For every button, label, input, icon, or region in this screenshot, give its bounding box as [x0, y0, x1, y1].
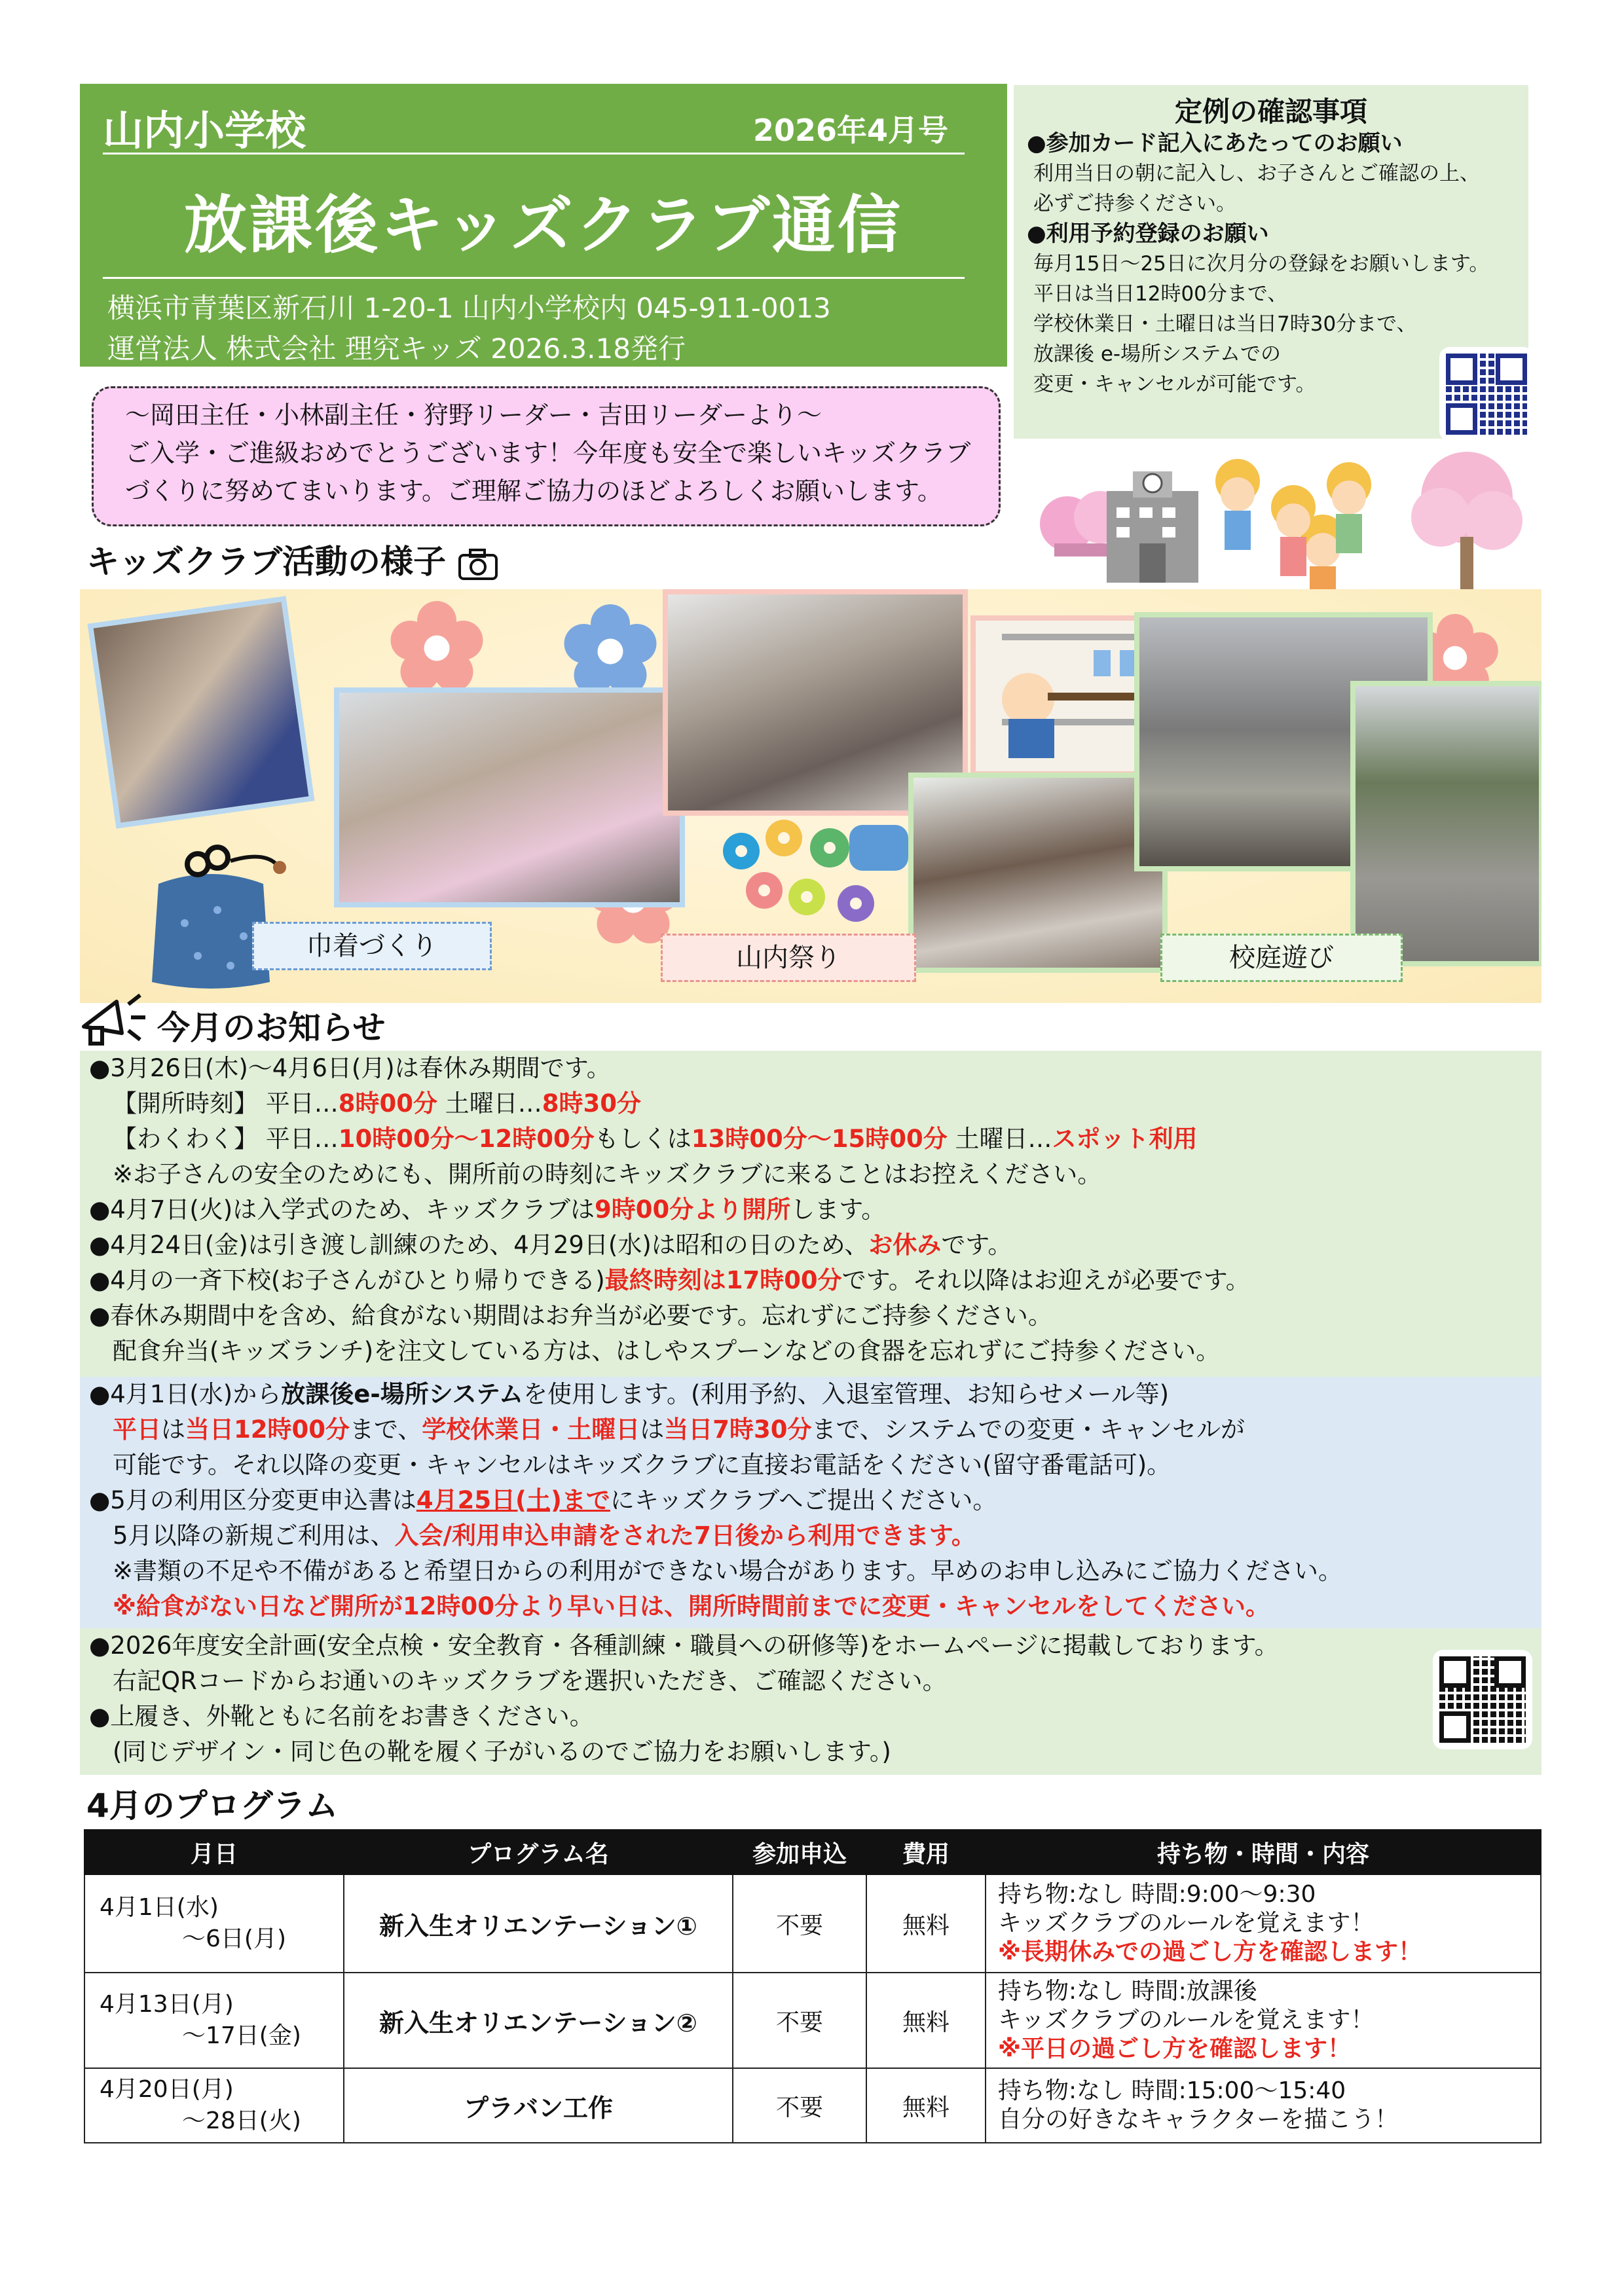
notice-note: 配食弁当(キッズランチ)を注文している方は、はしやスプーンなどの食器を忘れずにご持参ください。: [113, 1337, 1221, 1365]
column-header-date: 月日: [84, 1830, 344, 1874]
notice-item: ●上履き、外靴ともに名前をお書きください。: [89, 1702, 594, 1730]
notice-item: ●3月26日(木)～4月6日(月)は春休み期間です。: [89, 1054, 611, 1082]
reservation-note-line: 放課後 e-場所システムでの: [1033, 342, 1282, 366]
program-name: 新入生オリエンテーション②: [344, 1973, 733, 2068]
notice-note: 右記QRコードからお通いのキッズクラブを選択いただき、ご確認ください。: [113, 1667, 947, 1695]
notice-item: ●4月24日(金)は引き渡し訓練のため、4月29日(水)は昭和の日のため、お休みです。: [89, 1231, 1012, 1259]
program-fee: 無料: [866, 1874, 986, 1973]
activities-title-text: キッズクラブ活動の様子: [86, 543, 446, 581]
card-note-line: 利用当日の朝に記入し、お子さんとご確認の上、: [1033, 162, 1480, 185]
notice-item: ●4月1日(水)から放課後e-場所システムを使用します。(利用予約、入退室管理、お知らせメール等): [89, 1380, 1170, 1408]
program-details: 持ち物:なし 時間:放課後 キッズクラブのルールを覚えます！ ※平日の過ごし方を確認します！: [986, 1973, 1541, 2068]
notice-note: ※お子さんの安全のためにも、開所前の時刻にキッズクラブに来ることはお控えください。: [113, 1160, 1102, 1188]
routine-heading: 定例の確認事項: [1174, 96, 1367, 128]
activities-photo-collage: [80, 589, 1541, 1003]
flower-decoration-icon: [388, 599, 486, 697]
activity-photo-drawstring-making: [87, 596, 314, 829]
column-header-details: 持ち物・時間・内容: [986, 1830, 1541, 1874]
notice-item: ●春休み期間中を含め、給食がない期間はお弁当が必要です。忘れずにご持参ください。: [89, 1302, 1052, 1330]
beads-illustration: [712, 812, 921, 943]
notice-item: ●2026年度安全計画(安全点検・安全教育・各種訓練・職員への研修等)をホームページに掲載しております。: [89, 1631, 1279, 1660]
notice-deadlines: 平日は当日12時00分まで、学校休業日・土曜日は当日7時30分まで、システムでの変更・キャンセルが: [113, 1415, 1246, 1444]
activities-title: [86, 536, 499, 583]
table-row: [84, 1874, 1541, 1973]
notice-opening-times: 【開所時刻】 平日…8時00分 土曜日…8時30分: [113, 1089, 641, 1118]
program-apply: 不要: [733, 1874, 866, 1973]
program-date: 4月1日(水) ～6日(月): [84, 1874, 344, 1973]
activity-photo-drawstring-kids: [334, 687, 685, 907]
notices-block-safety: [80, 1628, 1541, 1775]
table-row: [84, 2068, 1541, 2143]
caption-festival: 山内祭り: [661, 934, 916, 982]
newsletter-header: [80, 84, 1007, 367]
notice-note: 5月以降の新規ご利用は、入会/利用申込申請をされた7日後から利用できます。: [113, 1522, 976, 1550]
notices-block-system: [80, 1377, 1541, 1628]
table-row: [84, 1973, 1541, 2068]
reservation-note-title: ●利用予約登録のお願い: [1027, 221, 1269, 247]
notice-item: ●4月7日(火)は入学式のため、キッズクラブは9時00分より開所します。: [89, 1195, 886, 1224]
greeting-from-line: ～岡田主任・小林副主任・狩野リーダー・吉田リーダーより～: [125, 401, 822, 429]
program-fee: 無料: [866, 2068, 986, 2143]
camera-icon: [457, 546, 499, 583]
megaphone-icon: [77, 987, 149, 1048]
greeting-message-line: ご入学・ご進級おめでとうございます！今年度も安全で楽しいキッズクラブ: [125, 439, 971, 467]
program-apply: 不要: [733, 2068, 866, 2143]
reservation-note-line: 変更・キャンセルが可能です。: [1033, 373, 1316, 396]
notices-block-spring-break: [80, 1051, 1541, 1377]
greeting-message-line: づくりに努めてまいります。ご理解ご協力のほどよろしくお願いします。: [125, 477, 942, 505]
program-fee: 無料: [866, 1973, 986, 2068]
notice-wakuwaku-times: 【わくわく】 平日…10時00分～12時00分もしくは13時00分～15時00分 土曜日…スポット利用: [113, 1125, 1198, 1153]
program-table: [84, 1829, 1541, 2143]
program-details: 持ち物:なし 時間:15:00～15:40 自分の好きなキャラクターを描こう！: [986, 2068, 1541, 2143]
program-date: 4月13日(月) ～17日(金): [84, 1973, 344, 2068]
program-title: 4月のプログラム: [86, 1787, 339, 1825]
club-address: 横浜市青葉区新石川 1-20-1 山内小学校内 045-911-0013: [107, 292, 831, 324]
program-apply: 不要: [733, 1973, 866, 2068]
column-header-program: プログラム名: [344, 1830, 733, 1874]
header-divider: [103, 153, 965, 155]
drawstring-pouch-illustration: [119, 838, 296, 995]
notices-title: 今月のお知らせ: [157, 1009, 386, 1047]
notice-note: (同じデザイン・同じ色の靴を履く子がいるのでご協力をお願いします。): [113, 1738, 891, 1766]
reservation-note-line: 平日は当日12時00分まで、: [1033, 282, 1288, 306]
issue-date: 2026年4月号: [752, 113, 948, 148]
program-date: 4月20日(月) ～28日(火): [84, 2068, 344, 2143]
reservation-qr-code[interactable]: [1439, 347, 1534, 441]
table-header-row: [84, 1830, 1541, 1874]
caption-playground: 校庭遊び: [1160, 934, 1403, 982]
reservation-note-line: 毎月15日～25日に次月分の登録をお願いします。: [1033, 252, 1490, 276]
program-name: プラバン工作: [344, 2068, 733, 2143]
notice-item: ●4月の一斉下校(お子さんがひとり帰りできる)最終時刻は17時00分です。それ以降はお迎えが必要です。: [89, 1266, 1250, 1294]
activity-photo-playground-unicycle: [1350, 681, 1541, 966]
notice-note: ※書類の不足や不備があると希望日からの利用ができない場合があります。早めのお申し込みにご協力ください。: [113, 1557, 1343, 1585]
notice-warning: ※給食がない日など開所が12時00分より早い日は、開所時間前までに変更・キャンセルをしてください。: [113, 1592, 1270, 1620]
notice-note: 可能です。それ以降の変更・キャンセルはキッズクラブに直接お電話をください(留守番電話可)。: [113, 1451, 1172, 1479]
header-divider: [103, 277, 965, 279]
column-header-apply: 参加申込: [733, 1830, 866, 1874]
reservation-note-line: 学校休業日・土曜日は当日7時30分まで、: [1033, 312, 1417, 336]
school-children-illustration: [1035, 445, 1532, 596]
notice-item: ●5月の利用区分変更申込書は4月25日(土)までにキッズクラブへご提出ください。: [89, 1486, 997, 1514]
qr-code-icon: [1439, 1656, 1526, 1743]
operator-info: 運営法人 株式会社 理究キッズ 2026.3.18発行: [107, 333, 686, 365]
flower-decoration-icon: [561, 602, 659, 701]
card-note-title: ●参加カード記入にあたってのお願い: [1027, 130, 1403, 156]
program-details: 持ち物:なし 時間:9:00～9:30 キッズクラブのルールを覚えます！ ※長期休みでの過ごし方を確認します！: [986, 1874, 1541, 1973]
column-header-fee: 費用: [866, 1830, 986, 1874]
caption-drawstring: 巾着づくり: [252, 922, 492, 970]
qr-code-icon: [1446, 354, 1527, 435]
activity-photo-festival-game: [908, 773, 1168, 973]
safety-plan-qr-code[interactable]: [1433, 1650, 1532, 1749]
newsletter-title: 放課後キッズクラブ通信: [183, 189, 904, 262]
school-name: 山内小学校: [103, 107, 306, 155]
card-note-line: 必ずご持参ください。: [1033, 192, 1236, 215]
program-name: 新入生オリエンテーション①: [344, 1874, 733, 1973]
staff-greeting-box: [92, 386, 1001, 526]
